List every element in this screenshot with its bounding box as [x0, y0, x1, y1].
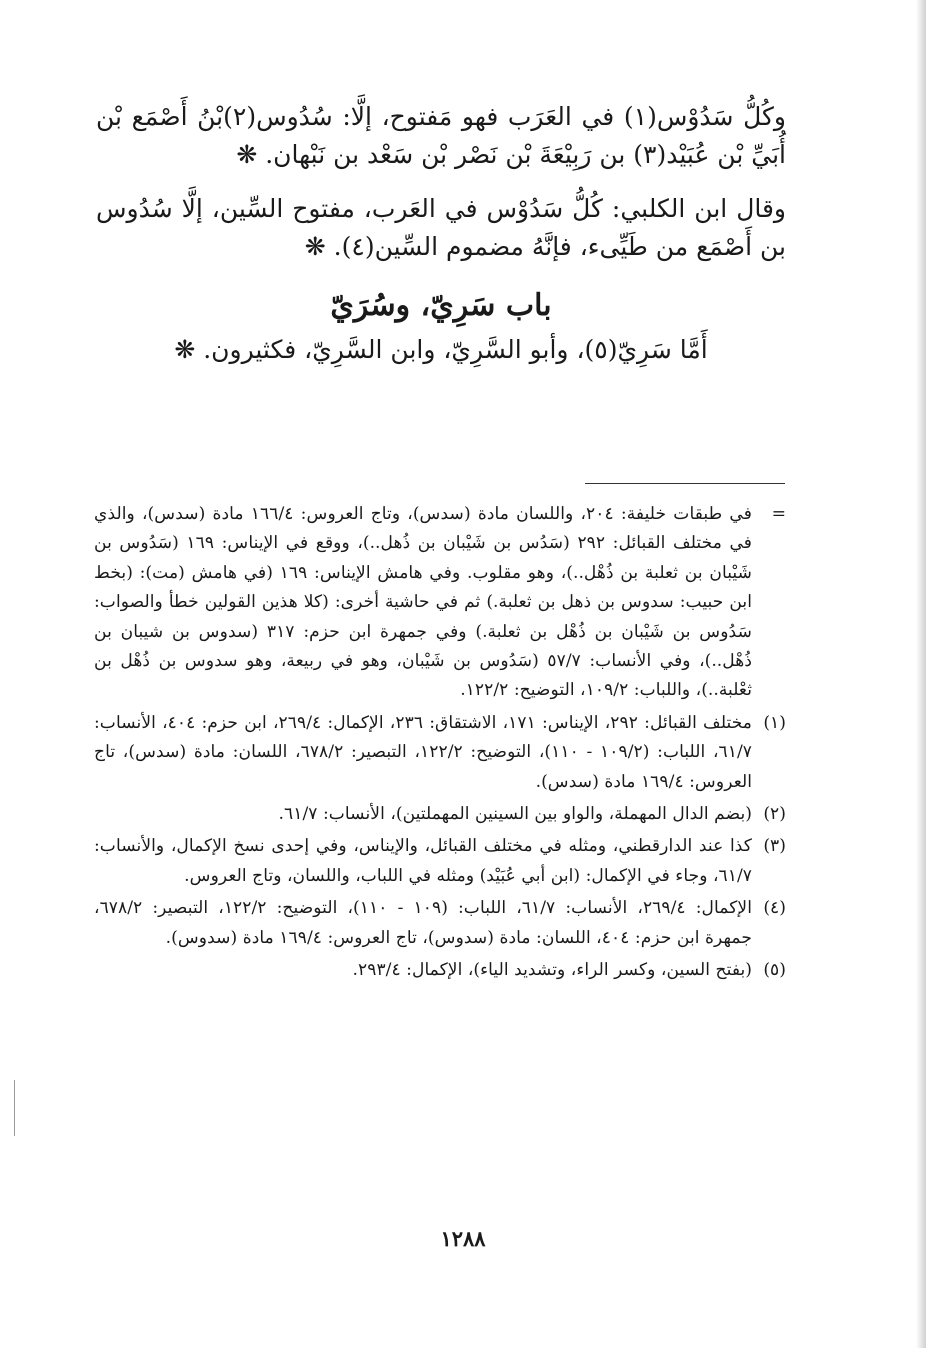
- footnote-4: [94, 894, 786, 953]
- footnote-text: في طبقات خليفة: ٢٠٤، واللسان مادة (سدس)، وتاج العروس: ١٦٦/٤ مادة (سدس)، والذي في مختلف القبائل: ٢٩٢ (سَدُس بن شَيْبان بن ذُهل..)، ووقع في الإيناس: ١٦٩ (سَدُوس بن شَيْبان بن ثعلبة بن ذُهْل..)، وهو مقلوب. وفي هامش الإيناس: ١٦٩ (في هامش (مت): (بخط ابن حبيب: سدوس بن ذهل بن ثعلبة.) ثم في حاشية أخرى: (كلا هذين القولين خطأ والصواب: سَدُوس بن شَيْبان بن ذُهْل بن ثعلبة.) وفي جمهرة ابن حزم: ٣١٧ (سدوس بن شيبان بن ذُهْل..)، وفي الأنساب: ٥٧/٧ (سَدُوس بن شَيْبان، وهو في ربيعة، وهو سدوس بن ذُهْل بن ثعْلبة..)، واللباب: ١٠٩/٢، التوضيح: ١٢٢/٢.: [94, 504, 753, 701]
- footnote-number: (١): [763, 712, 786, 733]
- footnote-continued: [94, 500, 786, 706]
- footnote-text: الإكمال: ٢٦٩/٤، الأنساب: ٦١/٧، اللباب: (١٠٩ - ١١٠)، التوضيح: ١٢٢/٢، التبصير: ٦٧٨/٢، جمهرة ابن حزم: ٤٠٤، اللسان: مادة (سدوس)، تاج العروس: ١٦٩/٤ مادة (سدوس).: [94, 898, 752, 948]
- footnote-3: [94, 832, 786, 891]
- page-number: ١٢٨٨: [440, 1226, 486, 1251]
- footnote-text: كذا عند الدارقطني، ومثله في مختلف القبائل، والإيناس، وفي إحدى نسخ الإكمال، والأنساب: ٦١/٧، وجاء في الإكمال: (ابن أبي عُبَيْد) ومثله في اللباب، واللسان، وتاج العروس.: [94, 836, 752, 886]
- footnotes: [94, 500, 786, 986]
- footnote-1: [94, 709, 786, 797]
- footnote-number: (٣): [763, 836, 786, 857]
- footnote-text: (بضم الدال المهملة، والواو بين السينين المهملتين)، الأنساب: ٦١/٧.: [278, 804, 752, 825]
- footnote-number: (٤): [763, 898, 786, 919]
- footnote-text: مختلف القبائل: ٢٩٢، الإيناس: ١٧١، الاشتقاق: ٢٣٦، الإكمال: ٢٦٩/٤، ابن حزم: ٤٠٤، الأنساب: ٦١/٧، اللباب: (١٠٩/٢ - ١١٠)، التوضيح: ١٢٢/٢، التبصير: ٦٧٨/٢، اللسان: مادة (سدس)، تاج العروس: ١٦٩/٤ مادة (سدس).: [94, 712, 753, 792]
- footnote-marker: =: [771, 504, 786, 524]
- paragraph-1: وكُلُّ سَدُوْس(١) في العَرَب فهو مَفتوح، إلَّا: سُدُوس(٢)بْنُ أَصْمَع بْن أُبَيِّ بْن عُبَيْد(٣) بن رَبِيْعَةَ بْن نَصْر بْن سَعْد بن نَبْهان. ❋: [96, 102, 786, 169]
- footnote-number: (٢): [763, 804, 786, 825]
- paragraph-3: أَمَّا سَرِيّ(٥)، وأبو السَّرِيّ، وابن السَّرِيّ، فكثيرون. ❋: [174, 335, 708, 364]
- footnote-2: [94, 800, 786, 829]
- footnote-5: [94, 956, 786, 985]
- footnote-text: (بفتح السين، وكسر الراء، وتشديد الياء)، الإكمال: ٢٩٣/٤.: [352, 960, 752, 981]
- page-edge-shadow: [916, 0, 926, 1348]
- margin-mark: [14, 1080, 15, 1136]
- main-text: [96, 98, 786, 369]
- section-heading: باب سَرِيّ، وسُرَيّ: [330, 288, 552, 323]
- footnote-separator: [585, 483, 785, 484]
- paragraph-2: وقال ابن الكلبي: كُلُّ سَدُوْس في العَرب، مفتوح السِّين، إلَّا سُدُوس بن أَصْمَع من طَيِّىء، فإنَّهُ مضموم السِّين(٤). ❋: [96, 194, 786, 261]
- footnote-number: (٥): [763, 960, 786, 981]
